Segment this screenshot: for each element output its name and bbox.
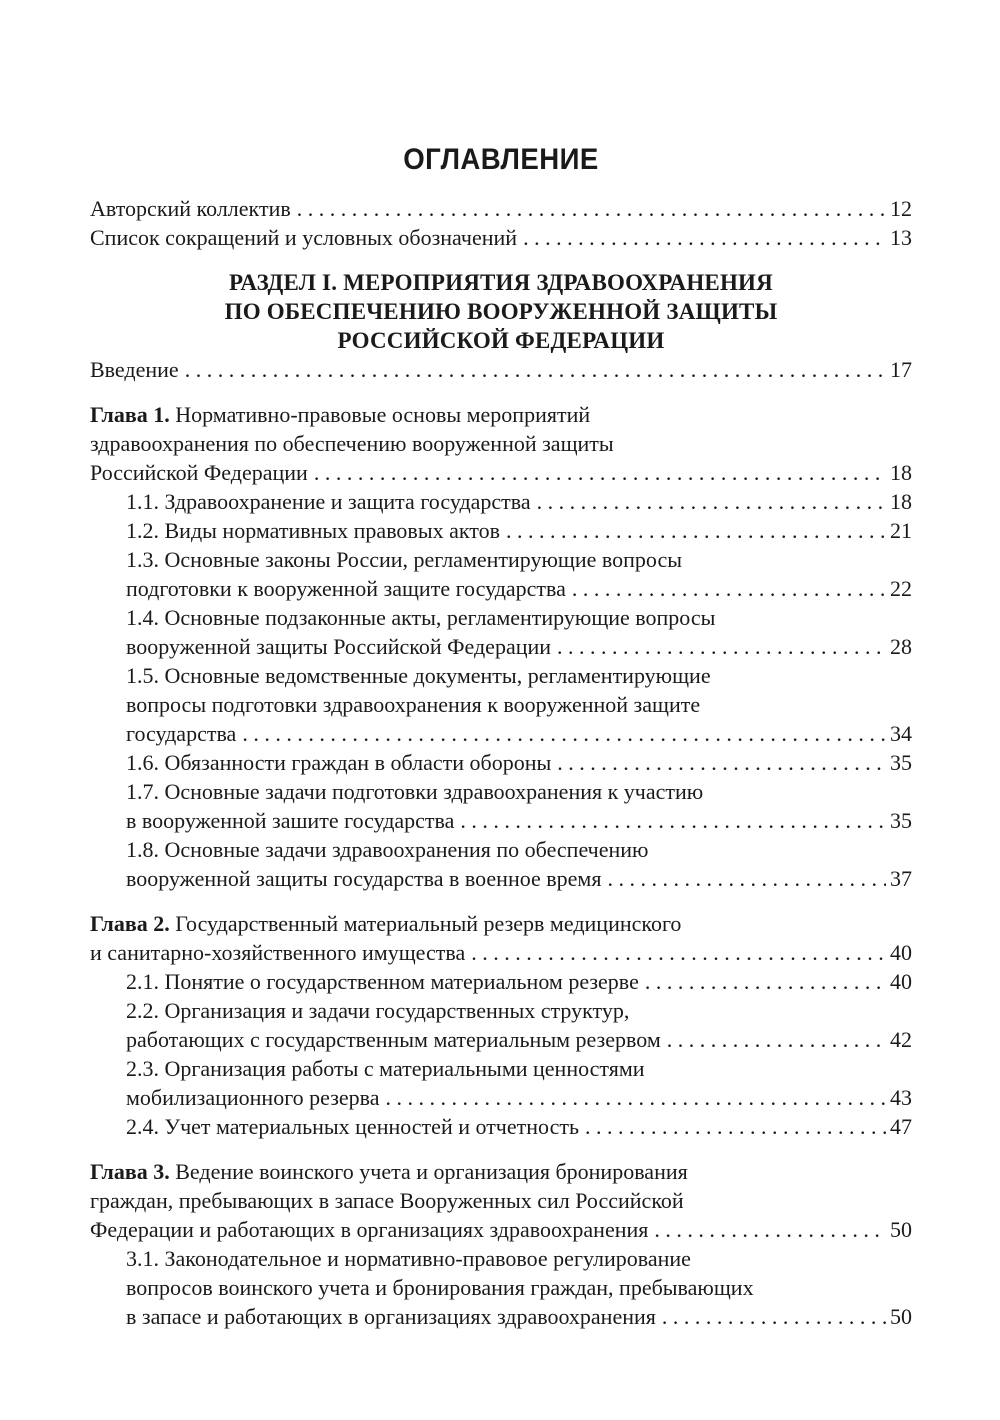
toc-entry-line (126, 545, 912, 574)
toc-entry-text-run: вооруженной защиты Российской Федерации (126, 634, 552, 659)
toc-page-number: 35 (890, 808, 912, 833)
toc-entry-text (126, 837, 648, 862)
toc-entry-text (126, 719, 236, 748)
toc-subsection[interactable] (90, 661, 912, 748)
toc-entry-text (126, 547, 682, 572)
toc-subsection[interactable] (90, 777, 912, 835)
toc-entry-text-run: мобилизационного резерва (126, 1085, 380, 1110)
toc-entry-line (126, 1083, 912, 1112)
toc-page-number: 42 (890, 1027, 912, 1052)
dot-leader (662, 1302, 886, 1331)
toc-chapter-3[interactable] (90, 1157, 912, 1244)
toc-subsection[interactable] (90, 1054, 912, 1112)
toc-entry-text-run: Нормативно-правовые основы мероприятий (175, 402, 591, 427)
toc-entry-text-run: 2.4. Учет материальных ценностей и отчетность (126, 1114, 579, 1139)
toc-subsection[interactable] (90, 967, 912, 996)
section-heading-line: ПО ОБЕСПЕЧЕНИЮ ВООРУЖЕННОЙ ЗАЩИТЫ (224, 299, 778, 324)
toc-page-number: 13 (890, 225, 912, 250)
toc-entry-text (126, 692, 700, 717)
toc-entry-text (126, 1083, 380, 1112)
toc-entry-line (90, 429, 912, 458)
toc-subsection[interactable] (90, 487, 912, 516)
toc-chapter-1[interactable] (90, 400, 912, 487)
toc-entry-text-run: вопросов воинского учета и бронирования граждан, пребывающих (126, 1275, 754, 1300)
toc-entry-line (90, 1186, 912, 1215)
toc-entry-text-run: 1.4. Основные подзаконные акты, регламентирующие вопросы (126, 605, 716, 630)
dot-leader (386, 1083, 886, 1112)
toc-entry-text (126, 1112, 579, 1141)
toc-entry-text-run: Государственный материальный резерв медицинского (175, 911, 682, 936)
toc-entry-text-run: 1.2. Виды нормативных правовых актов (126, 518, 500, 543)
section-heading-line: РОССИЙСКОЙ ФЕДЕРАЦИИ (337, 328, 665, 353)
toc-entry-text: Авторский коллектив (90, 196, 291, 221)
dot-leader (537, 487, 886, 516)
toc-entry-line (126, 574, 912, 603)
toc-subsection[interactable] (90, 748, 912, 777)
toc-subsection[interactable] (90, 1244, 912, 1331)
toc-entry-text-run: 1.6. Обязанности граждан в области обороны (126, 750, 552, 775)
toc-page-number: 40 (890, 969, 912, 994)
dot-leader (460, 806, 886, 835)
toc-entry-text-run: 2.2. Организация и задачи государственных структур, (126, 998, 630, 1023)
toc-entry-text-run: 3.1. Законодательное и нормативно-правовое регулирование (126, 1246, 691, 1271)
toc-entry-text (126, 1025, 661, 1054)
toc-entry-text (126, 748, 551, 777)
toc-page-number: 34 (890, 721, 912, 746)
toc-entry-line (126, 864, 912, 893)
toc-entry-text (126, 779, 703, 804)
dot-leader (557, 748, 886, 777)
toc-entry-text (90, 938, 465, 967)
toc-entry-line (126, 1273, 912, 1302)
toc-entry-line (126, 1112, 912, 1141)
toc-entry-text (126, 632, 551, 661)
dot-leader (523, 223, 886, 252)
toc-entry-text (126, 864, 601, 893)
toc-entry-text (90, 1159, 688, 1184)
toc-entry-text (126, 967, 639, 996)
toc-entry-text (90, 911, 681, 936)
toc-entry-text (90, 402, 590, 427)
toc-subsection[interactable] (90, 996, 912, 1054)
toc-entry-text (126, 1275, 754, 1300)
toc-entry-line (126, 516, 912, 545)
toc-page-number: 40 (890, 940, 912, 965)
dot-leader (607, 864, 886, 893)
toc-entry-authors[interactable] (90, 194, 912, 223)
toc-entry-line (126, 996, 912, 1025)
dot-leader (297, 194, 886, 223)
toc-entry-line (126, 1025, 912, 1054)
toc-entry-text-run: в вооруженной зашите государства (126, 808, 455, 833)
dot-leader (185, 355, 886, 384)
toc-entry-text (126, 1246, 691, 1271)
toc-entry-text (90, 1188, 684, 1213)
toc-entry-text (126, 1056, 645, 1081)
toc-entry-line (126, 1302, 912, 1331)
toc-entry-text-run: подготовки к вооруженной защите государства (126, 576, 566, 601)
dot-leader (585, 1112, 886, 1141)
toc-entry-line (126, 806, 912, 835)
dot-leader (557, 632, 886, 661)
toc-page (90, 140, 912, 1331)
toc-entry-text (90, 1215, 648, 1244)
toc-entry-text-run: 1.7. Основные задачи подготовки здравоохранения к участию (126, 779, 704, 804)
toc-entry-introduction[interactable] (90, 355, 912, 384)
dot-leader (572, 574, 886, 603)
toc-page-number: 21 (890, 518, 912, 543)
toc-entry-text (126, 998, 629, 1023)
dot-leader (506, 516, 886, 545)
toc-entry-text (126, 1302, 656, 1331)
toc-subsection[interactable] (90, 603, 912, 661)
toc-entry-text (126, 663, 711, 688)
toc-entry-abbreviations[interactable] (90, 223, 912, 252)
toc-page-number: 12 (890, 196, 912, 221)
chapter-list (90, 400, 912, 1331)
chapter-label: Глава 1. (90, 402, 170, 427)
toc-entry-line (126, 1244, 912, 1273)
toc-entry-line (126, 690, 912, 719)
toc-page-number: 35 (890, 750, 912, 775)
toc-entry-line (126, 777, 912, 806)
toc-entry-line (126, 967, 912, 996)
chapter-label: Глава 2. (90, 911, 170, 936)
page-title: ОГЛАВЛЕНИЕ (403, 143, 599, 176)
dot-leader (667, 1025, 886, 1054)
toc-entry-text-run: граждан, пребывающих в запасе Вооруженных сил Российской (90, 1188, 684, 1213)
toc-page-number: 22 (890, 576, 912, 601)
toc-page-number: 18 (890, 489, 912, 514)
toc-subsection[interactable] (90, 516, 912, 545)
toc-page-number: 47 (890, 1114, 912, 1139)
toc-entry-line (90, 1157, 912, 1186)
toc-entry-text (126, 574, 566, 603)
toc-entry-text-run: в запасе и работающих в организациях здравоохранения (126, 1304, 656, 1329)
section-heading (90, 268, 912, 355)
toc-entry-line (126, 632, 912, 661)
toc-entry-text-run: здравоохранения по обеспечению вооруженной защиты (90, 431, 614, 456)
toc-page-number: 43 (890, 1085, 912, 1110)
chapter-label: Глава 3. (90, 1159, 170, 1184)
toc-entry-text: Список сокращений и условных обозначений (90, 225, 518, 250)
toc-entry-text-run: Федерации и работающих в организациях здравоохранения (90, 1217, 649, 1242)
toc-chapter-2[interactable] (90, 909, 912, 967)
toc-entry-text (126, 605, 715, 630)
toc-subsection[interactable] (90, 545, 912, 603)
toc-entry-text: Введение (90, 357, 179, 382)
toc-page-number: 50 (890, 1304, 912, 1329)
toc-subsection[interactable] (90, 1112, 912, 1141)
toc-entry-text-run: Ведение воинского учета и организация бронирования (175, 1159, 688, 1184)
dot-leader (314, 458, 886, 487)
toc-page-number: 18 (890, 460, 912, 485)
dot-leader (654, 1215, 886, 1244)
toc-entry-text-run: 1.1. Здравоохранение и защита государства (126, 489, 531, 514)
toc-entry-line (126, 1054, 912, 1083)
toc-entry-text-run: работающих с государственным материальным резервом (126, 1027, 661, 1052)
toc-entry-text (126, 516, 500, 545)
toc-entry-text (90, 431, 614, 456)
toc-entry-line (90, 909, 912, 938)
toc-entry-text-run: 2.1. Понятие о государственном материальном резерве (126, 969, 639, 994)
toc-entry-line (126, 603, 912, 632)
toc-entry-text (90, 458, 308, 487)
toc-entry-text-run: и санитарно-хозяйственного имущества (90, 940, 466, 965)
toc-entry-line (126, 835, 912, 864)
toc-entry-text-run: вопросы подготовки здравоохранения к вооруженной защите (126, 692, 701, 717)
dot-leader (242, 719, 886, 748)
dot-leader (645, 967, 886, 996)
toc-entry-line (90, 938, 912, 967)
toc-subsection[interactable] (90, 835, 912, 893)
toc-entry-line (90, 400, 912, 429)
section-heading-line: РАЗДЕЛ I. МЕРОПРИЯТИЯ ЗДРАВООХРАНЕНИЯ (229, 270, 773, 295)
toc-entry-line (90, 1215, 912, 1244)
toc-entry-line (126, 487, 912, 516)
toc-page-number: 50 (890, 1217, 912, 1242)
toc-entry-line (126, 748, 912, 777)
toc-entry-line (126, 661, 912, 690)
toc-entry-text-run: 1.8. Основные задачи здравоохранения по обеспечению (126, 837, 649, 862)
toc-page-number: 37 (890, 866, 912, 891)
toc-entry-text-run: 2.3. Организация работы с материальными ценностями (126, 1056, 645, 1081)
toc-entry-text (126, 487, 531, 516)
dot-leader (471, 938, 886, 967)
toc-entry-line (90, 458, 912, 487)
toc-page-number: 17 (890, 357, 912, 382)
toc-entry-text-run: 1.5. Основные ведомственные документы, регламентирующие (126, 663, 711, 688)
toc-entry-line (126, 719, 912, 748)
toc-entry-text-run: 1.3. Основные законы России, регламентирующие вопросы (126, 547, 683, 572)
toc-entry-text-run: вооруженной защиты государства в военное время (126, 866, 602, 891)
toc-entry-text-run: Российской Федерации (90, 460, 308, 485)
toc-entry-text (126, 806, 454, 835)
toc-page-number: 28 (890, 634, 912, 659)
toc-entry-text-run: государства (126, 721, 237, 746)
